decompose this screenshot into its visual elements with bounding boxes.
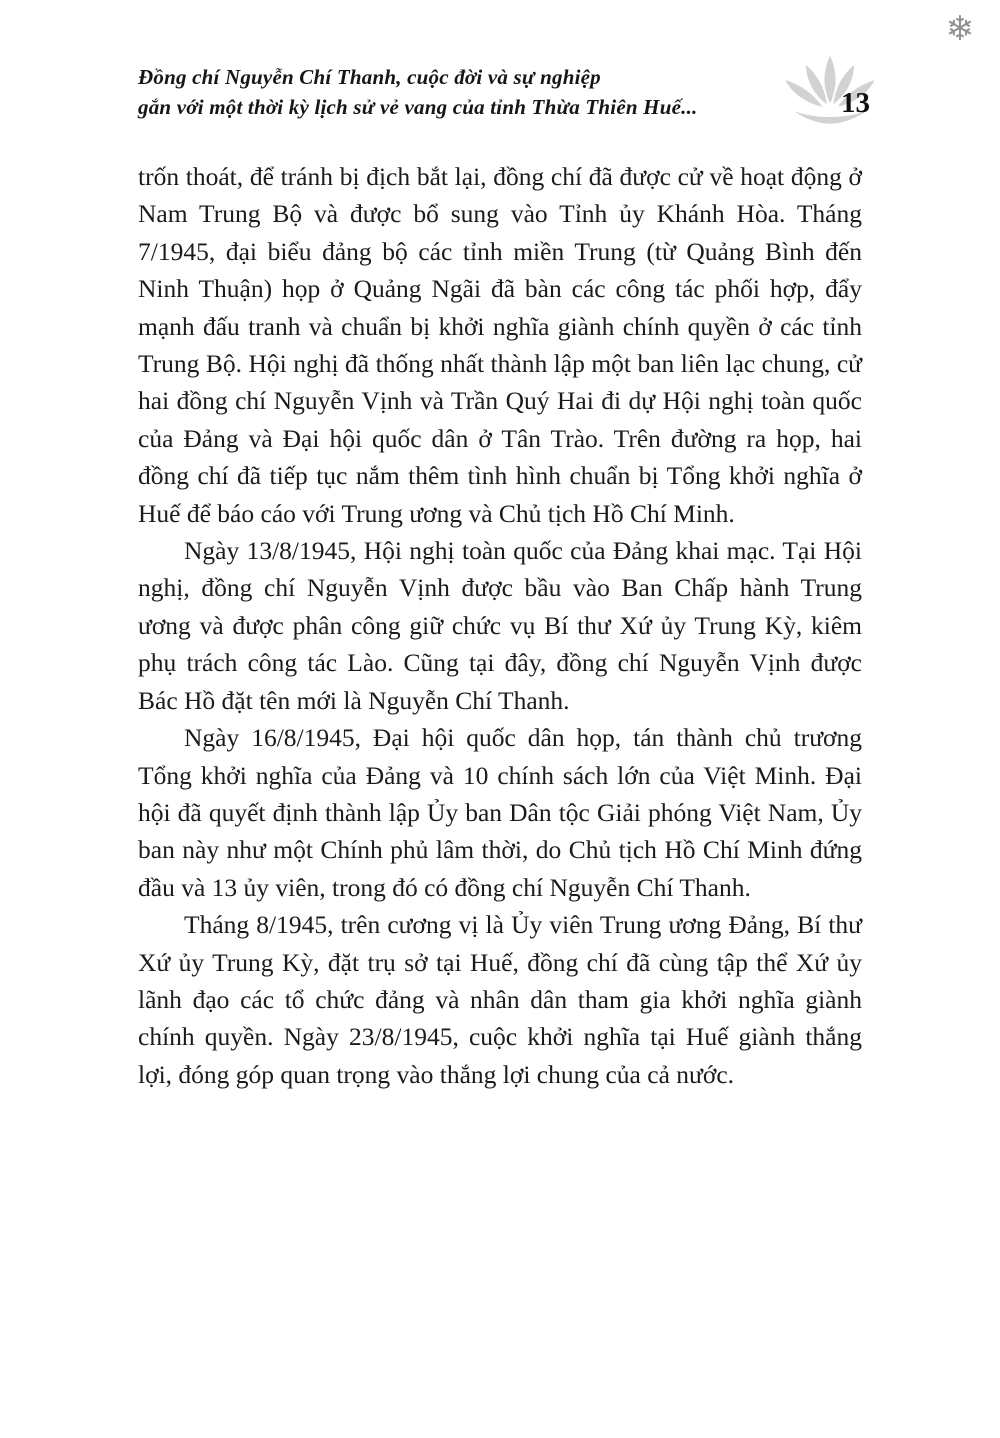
running-title-line-2: gắn với một thời kỳ lịch sử vẻ vang của tỉnh Thừa Thiên Huế... [138, 95, 698, 119]
snowflake-icon: ❄ [945, 9, 974, 49]
page-body [0, 132, 1000, 1093]
lotus-icon [772, 46, 888, 132]
running-title-line-1: Đồng chí Nguyễn Chí Thanh, cuộc đời và sự nghiệp [138, 65, 601, 89]
paragraph: trốn thoát, để tránh bị địch bắt lại, đồng chí đã được cử về hoạt động ở Nam Trung Bộ và được bổ sung vào Tỉnh ủy Khánh Hòa. Tháng 7/1945, đại biểu đảng bộ các tỉnh miền Trung (từ Quảng Bình đến Ninh Thuận) họp ở Quảng Ngãi đã bàn các công tác phối hợp, đẩy mạnh đấu tranh và chuẩn bị khởi nghĩa giành chính quyền ở các tỉnh Trung Bộ. Hội nghị đã thống nhất thành lập một ban liên lạc chung, cử hai đồng chí Nguyễn Vịnh và Trần Quý Hai đi dự Hội nghị toàn quốc của Đảng và Đại hội quốc dân ở Tân Trào. Trên đường ra họp, hai đồng chí đã tiếp tục nắm thêm tình hình chuẩn bị Tổng khởi nghĩa ở Huế để báo cáo với Trung ương và Chủ tịch Hồ Chí Minh. [138, 162, 862, 528]
page-number: 13 [841, 87, 870, 119]
page-header [0, 0, 1000, 132]
paragraph: Tháng 8/1945, trên cương vị là Ủy viên Trung ương Đảng, Bí thư Xứ ủy Trung Kỳ, đặt trụ sở tại Huế, đồng chí đã cùng tập thể Xứ ủy lãnh đạo các tổ chức đảng và nhân dân tham gia khởi nghĩa giành chính quyền. Ngày 23/8/1945, cuộc khởi nghĩa tại Huế giành thắng lợi, đóng góp quan trọng vào thắng lợi chung của cả nước. [138, 910, 862, 1089]
paragraph: Ngày 16/8/1945, Đại hội quốc dân họp, tán thành chủ trương Tổng khởi nghĩa của Đảng và 10 chính sách lớn của Việt Minh. Đại hội đã quyết định thành lập Ủy ban Dân tộc Giải phóng Việt Nam, Ủy ban này như một Chính phủ lâm thời, do Chủ tịch Hồ Chí Minh đứng đầu và 13 ủy viên, trong đó có đồng chí Nguyễn Chí Thanh. [138, 723, 862, 902]
paragraph: Ngày 13/8/1945, Hội nghị toàn quốc của Đảng khai mạc. Tại Hội nghị, đồng chí Nguyễn Vịnh được bầu vào Ban Chấp hành Trung ương và được phân công giữ chức vụ Bí thư Xứ ủy Trung Kỳ, kiêm phụ trách công tác Lào. Cũng tại đây, đồng chí Nguyễn Vịnh được Bác Hồ đặt tên mới là Nguyễn Chí Thanh. [138, 536, 862, 715]
page-number-ornament [772, 46, 888, 132]
running-title [138, 62, 697, 122]
